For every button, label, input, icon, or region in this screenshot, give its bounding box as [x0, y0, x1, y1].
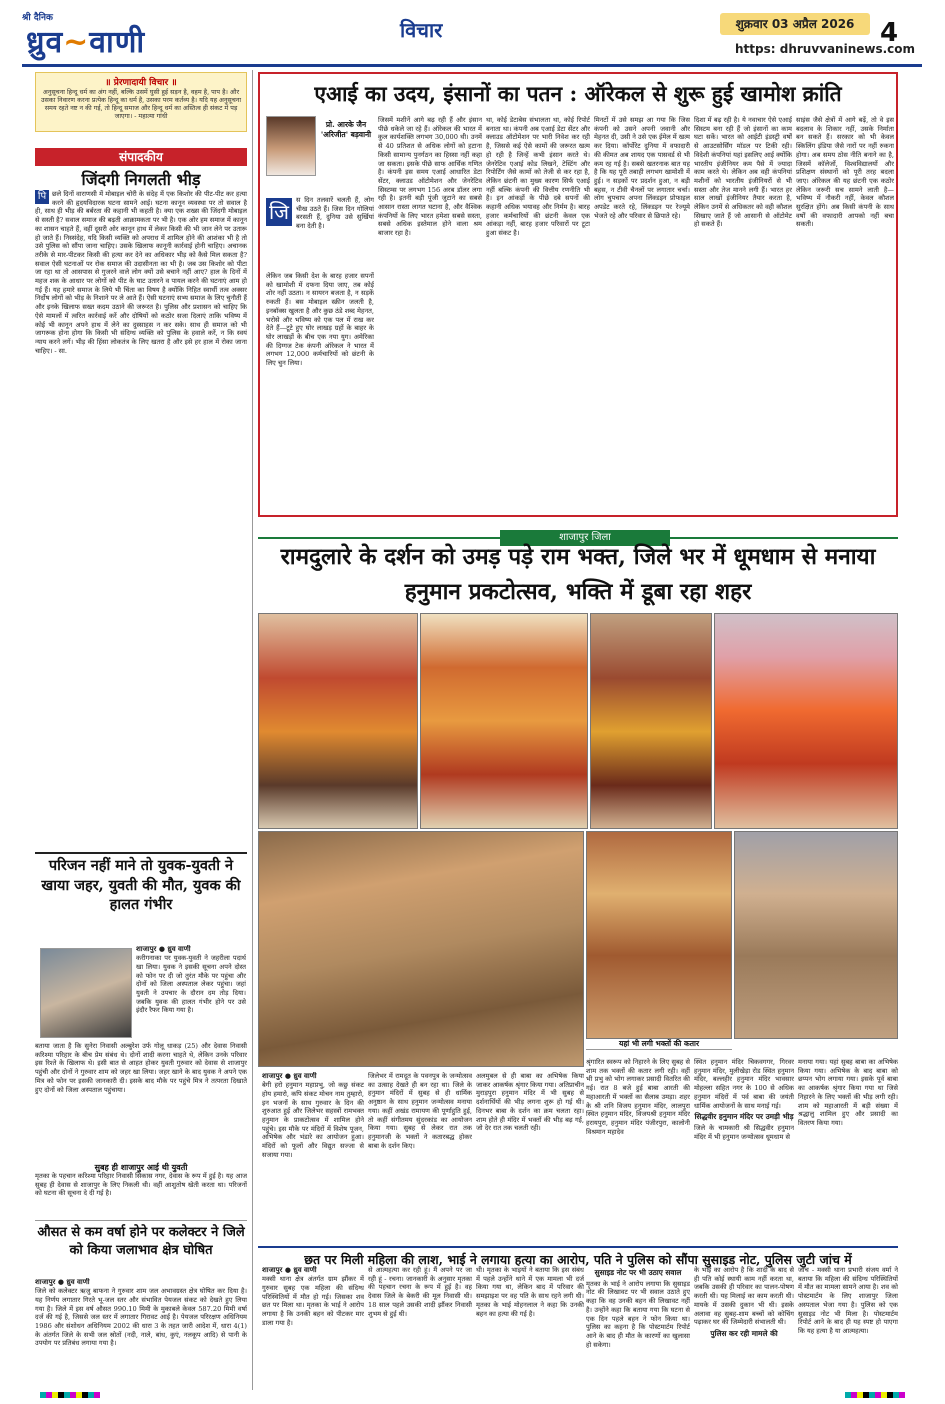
- author-name: प्रो. आरके जैन 'अरिजीत' बड़वानी: [320, 120, 372, 139]
- bottom-col-5-text: के भाई का आरोप है कि शादी के बाद से ही पति कोई स्थायी काम नहीं करता था, जबकि उसकी ही परिवार का पालन-पोषण करती थी। यह मिलाई का काम करती थी। मायके में उसकी दुकान भी थी। इसके अलावा वह सुबह-शाम बच्चों को कोचिंग पढ़ाकर घर की जिम्मेदारी संभालती थी।: [694, 1266, 794, 1327]
- oracle-dropcap: जि: [266, 198, 292, 226]
- editorial-label: संपादकीय: [35, 148, 247, 166]
- bottom-col-1: [262, 1266, 364, 1382]
- main-col-1: [262, 1072, 364, 1240]
- masthead-name-a: ध्रुव: [26, 25, 64, 60]
- section-label: विचार: [400, 18, 443, 42]
- bottom-headline: छत पर मिली महिला की लाश, भाई ने लगाया हत्या का आरोप, पति ने पुलिस को सौंपा सुसाइड नोट, पुलिस जुटी जांच में: [258, 1246, 898, 1268]
- masthead-logo: [22, 10, 172, 60]
- main-col-5-subhead: सिद्धवीर हनुमान मंदिर पर उमड़ी भीड़: [694, 1112, 794, 1122]
- author-photo: [266, 116, 316, 176]
- main-col-6: मनाया गया। यहां सुबह बाबा का अभिषेक किया गया। अभिषेक के बाद बाबा को छप्पन भोग लगाया गया। इसके पूर्व बाबा का आकर्षक श्रृंगार किया गया था जिसे निहारने के लिए भक्तों की भीड़ लगी रही। शाम को महाआरती में बड़ी संख्या में श्रद्धालु शामिल हुए और प्रसादी का वितरण किया गया।: [798, 1058, 898, 1127]
- story1-headline: परिजन नहीं माने तो युवक-युवती ने खाया जहर, युवती की मौत, युवक की हालत गंभीर: [35, 852, 247, 915]
- bottom-col-6: जांच - मक्सी थाना प्रभारी संजय वर्मा ने बताया कि महिला की संदिग्ध परिस्थितियों में मौत का मामला सामने आया है। शव को पोस्टमार्टम के लिए शाजापुर जिला अस्पताल भेजा गया है। पुलिस को एक सुसाइड नोट भी मिला है। पोस्टमार्टम रिपोर्ट आने के बाद ही यह स्पष्ट हो पाएगा कि यह हत्या है या आत्महत्या।: [798, 1266, 898, 1335]
- story2-headline: औसत से कम वर्षा होने पर कलेक्टर ने जिले को किया जलाभाव क्षेत्र घोषित: [35, 1220, 247, 1259]
- editorial-title: जिंदगी निगलती भीड़: [81, 170, 201, 189]
- oracle-col-4: मिनटों में उसे समझ आ गया कि जिस कंपनी को उसने अपनी जवानी और मेहनत दी, उसी ने उसे एक ईमेल में खत्म कर दिया। कॉर्पोरेट दुनिया में वफादारी की कीमत अब शायद एक पासवर्ड से भी कम रह गई है। सबसे खतरनाक बात यह है कि यह पूरी तबाही लगभग खामोशी में हुई। न सड़कों पर प्रदर्शन हुआ, न बड़ी बहस, न टीवी चैनलों पर लगातार चर्चा। लोग चुपचाप अपना लिंक्डइन प्रोफाइल अपडेट करते रहे, लिंक्डइन पर रेज्यूमे भेजते रहे और परिवार से छिपाते रहे।: [594, 116, 690, 220]
- oracle-headline: एआई का उदय, इंसानों का पतन : ऑरेकल से शुरू हुई खामोश क्रांति: [314, 81, 842, 106]
- temple-photo-4: [714, 613, 898, 829]
- website-link[interactable]: https: dhruvvaninews.com: [735, 42, 916, 56]
- temple-photo-1: [258, 613, 418, 829]
- main-col-2: जिलेभर में रामदूत के पवनपुत्र के जन्मोत्सव का उत्साह देखते ही बन रहा था। जिले के हनुमान मंदिरों में सुबह से ही धार्मिक अनुष्ठान के साथ हनुमान जन्मोत्सव मनाया गया। कहीं अखंड रामायण की पूर्णाहुति हुई, तो कहीं संगीतमय सुंदरकांड का आयोजन किया गया। सुबह से लेकर रात तक हनुमानजी के भक्तों ने कतारबद्ध होकर बाबा के दर्शन किए।: [368, 1072, 472, 1150]
- temple-photo-3: [590, 613, 712, 829]
- bottom-col-5: [694, 1266, 794, 1382]
- shajapur-label: शाजापुर जिला: [500, 530, 670, 546]
- bottom-col-3: थी। मृतका के भाइयों ने बताया कि इस संबंध में पहले उन्होंने थाने में एक मामला भी दर्ज किया गया था, लेकिन बाद में परिवार की समझाइश पर वह पति के साथ रहने लगी थी। मृतका के भाई मोहनलाल ने कहा कि उनकी बहन का हत्या की गई है।: [476, 1266, 584, 1318]
- bottom-col-4-subhead: सुसाइड नोट पर भी उठाए सवाल: [594, 1268, 682, 1277]
- story1-text-a: करीगनाका पर युवक-युवती ने जहरीला पदार्थ खा लिया। युवक ने इसकी सूचना अपने दोस्त को फोन पर दी जो तुरंत मौके पर पहुंचा और दोनों को जिला अस्पताल लेकर पहुंचा। जहां युवती ने उपचार के दौरान दम तोड़ दिया। जबकि युवक की हालत गंभीर होने पर उसे इंदौर रैफर किया गया है।: [136, 954, 246, 1015]
- bottom-col-5-subhead: पुलिस कर रही मामले की: [710, 1328, 778, 1338]
- masthead-small: श्री दैनिक: [22, 13, 53, 23]
- main-col-3: अलमुबल से ही बाबा का अभिषेक किया जाकर आकर्षक श्रृंगार किया गया। अतिप्राचीन मुराड़पुरा हनुमान मंदिर में भी सुबह से दर्शनार्थियों की भीड़ लगना शुरू हो गई थी। दिनभर बाबा के दर्शन का क्रम चलता रहा। शाम होते ही मंदिर में भक्तों की भीड़ बढ़ गई, जो देर रात तक चलती रही।: [476, 1072, 584, 1133]
- temple-event-photo: [734, 831, 898, 1039]
- masthead-rule: [22, 64, 922, 67]
- story1-body-b: बताया जाता है कि सुनेरा निवासी अल्बुरेश उर्फ गोलू धाकड़ (25) और देवास निवासी करिश्मा परिहार के बीच प्रेम संबंध थे। दोनों शादी करना चाहते थे, लेकिन उनके परिवार इस रिश्ते के खिलाफ थे। इसी बात से आहत होकर युवती गुरुवार को देवास से शाजापुर पहुंची और दोनों ने गुरुवार शाम को जहर खा लिया। जहर खाने के बाद युवक ने अपने एक मित्र को फोन पर इसकी जानकारी दी। इसके बाद मौके पर पहुंचे मित्र ने तत्परता दिखाते हुए दोनों को जिला अस्पताल पहुंचाया।: [35, 1042, 247, 1094]
- bottom-col-1-text: मक्सी थाना क्षेत्र अंतर्गत ग्राम झौंकर में गुरुवार सुबह एक महिला की संदिग्ध परिस्थितियों में मौत हो गई। जिसका शव छत पर मिला था। मृतका के भाई ने आरोप लगाया है कि उनकी बहन को पीटकर मार डाला गया है।: [262, 1275, 364, 1327]
- story1-photo: [40, 948, 132, 1038]
- registration-bar-left: [40, 1392, 100, 1398]
- main-byline: शाजापुर ● ध्रुव वाणी: [262, 1072, 317, 1080]
- editorial-text: छले दिनों वाराणसी में मोबाइल चोरी के संदेह में एक किशोर की पीट-पीट कर हत्या करने की हृदयविदारक घटना सामने आई। घटना कानून व्यवस्था पर तो सवाल है ही, साथ ही भीड़ की बर्बरता की कहानी भी कहती है। क्या एक शख्स की जिंदगी मोबाइल से सस्ती है? सवाल समाज की बढ़ती आक्रामकता पर भी है। एक ओर हम समाज में कानून का शासन चाहते हैं, वहीं दूसरी ओर कानून हाथ में लेकर किसी की भी जान लेने पर उतारू हो जाते हैं। निस्संदेह, यदि किसी व्यक्ति को अपराध में शामिल होने की आशंका भी है तो उसे पुलिस को सौंपा जाना चाहिए। उसके खिलाफ कानूनी कार्रवाई होनी चाहिए। अचानक तरीके से मार-पीटकर किसी की हत्या कर देने का अधिकार भीड़ को कैसे मिल सकता है? सवाल ऐसी घटनाओं पर रोक समाज की उदासीनता का भी है। जब उस किशोर को पीटा जा रहा था तो आसपास से गुजरने वाले लोग क्यों उसे बचाने नहीं आए? हाल के दिनों में महज शक के आधार पर लोगों को पीट के घाट उतारने व पायल करने की घटनाएं आम हो गई हैं। यह हमारे समाज के लिये भी चिंता का विषय है क्योंकि निहित स्वार्थी तत्व अक्सर निर्दोष लोगों को भीड़ के निशाने पर ले आते हैं। ऐसी घटनाएं सभ्य समाज के लिए चुनौती हैं और इनके खिलाफ सख्त कदम उठाने की जरूरत है। पुलिस और प्रशासन को चाहिए कि ऐसे मामलों में त्वरित कार्रवाई करें और दोषियों को कठोर सजा दिलाएं ताकि भविष्य में कोई भी कानून अपने हाथ में लेने का दुस्साहस न कर सके। साथ ही समाज को भी जागरूक होना होगा कि किसी भी संदिग्ध व्यक्ति को पुलिस के हवाले करें, न कि स्वयं न्याय करने लगें। भीड़ की हिंसा लोकतंत्र के लिए खतरा है और इसे हर हाल में रोका जाना चाहिए। - सा.: [35, 190, 247, 355]
- oracle-col-6: साइंस जैसे क्षेत्रों में आगे बढ़ें, तो वे इस बदलाव के शिकार नहीं, उसके निर्माता बन सकते हैं। सरकार को भी केवल स्किलिंग इंडिया जैसे नारों पर नहीं रुकना होगा। अब समय ठोस नीति बनाने का है, जिसमें कॉलेजों, विश्वविद्यालयों और प्रशिक्षण संस्थानों को पूरी तरह बदला जाए। ऑरेकल की यह छंटनी एक कठोर लेकिन जरूरी सच सामने लाती है—भविष्य में नौकरी नहीं, केवल कौशल सुरक्षित होंगे। अब किसी कंपनी के साथ वर्षों की वफादारी आपको नहीं बचा सकती।: [796, 116, 894, 229]
- devotees-photo: [586, 831, 732, 1039]
- story1-byline: शाजापुर ● ध्रुव वाणी: [136, 945, 191, 953]
- editorial-dropcap: पि: [35, 190, 49, 204]
- story2-body: [35, 1278, 247, 1382]
- column-divider: [252, 70, 253, 1390]
- masthead-name-sep: ~: [63, 25, 90, 60]
- bottom-col-4: [586, 1266, 690, 1382]
- main-col-5b-text: जिले के चामकारी श्री सिद्धवीर हनुमान मंदिर में भी हनुमान जन्मोत्सव धूमधाम से: [694, 1123, 794, 1141]
- story1-subhead: सुबह ही शाजापुर आई थी युवती: [94, 1162, 188, 1172]
- main-headline: रामदुलारे के दर्शन को उमड़ पड़े राम भक्त, जिले भर में धूमधाम से मनाया हनुमान प्रकटोत्सव, भक्ति में डूबा रहा शहर: [280, 544, 876, 605]
- story2-text: जिले को कलेक्टर ऋजु बाफना ने गुरुवार शाम जल अभावग्रस्त क्षेत्र घोषित कर दिया है। यह निर्णय लगातार गिरते भू-जल स्तर और संभावित पेयजल संकट को देखते हुए लिया गया है। जिले में इस वर्ष औसत 990.10 मिमी के मुकाबले केवल 587.20 मिमी वर्षा दर्ज की गई है, जिससे जल स्तर में लगातार गिरावट आई है। पेयजल परिरक्षण अधिनियम 1986 और संशोधन अधिनियम 2002 की धारा 3 के तहत जारी आदेश में, धारा 4(1) के अंतर्गत जिले के सभी जल स्रोतों (नदी, नाले, बांध, कुएं, नलकूप आदि) से पानी के उपयोग पर प्रतिबंध लगाया गया है।: [35, 1287, 247, 1348]
- quote-text: अनुसूचना हिन्दू धर्म का अंग नहीं, बल्कि उसमें घुसी हुई सड़न है, वहम है, पाप है। और उसका निवारण करना प्रत्येक हिन्दू का धर्म है, उसका परम कर्तव्य है। यदि यह अनुसूचना समय रहते नष्ट न की गई, तो हिन्दू समाज और हिन्दू धर्म का अस्तित्व ही संकट में पड़ जाएगा। - महात्मा गांधी: [40, 88, 242, 120]
- photo-caption: यहां भी लगी भक्तों की कतार: [586, 1039, 732, 1050]
- oracle-col-1: स दिन तलवारें चलती हैं, लोग चीख उठते हैं। जिस दिन गोलियां बरसती हैं, दुनिया उसे सुर्खियां बना देती है।: [296, 196, 374, 231]
- bottom-col-2: से आत्महत्या कर रही हूं। मैं अपने पर जा रही हूं - रचना। जानकारी के अनुसार मृतका की पहचान रचना के रूप में हुई है। वह देवास जिले के बेकरी की मूल निवासी थी। 18 साल पहले उसकी शादी झौंकर निवासी शुभम से हुई थी।: [368, 1266, 472, 1318]
- main-col-1-text: बेगी हरो हनुमान महाप्रभु, जो कछु संकट होय हमारो, कपि संकट मोचन नाम तुम्हारो, इन भजनों के साथ गुरुवार के दिन की शुरुआत हुई और जिलेभर सहस्त्रों रामभक्त हनुमान के प्राकटोत्सव में शामिल होने पहुंचे। इस मौके पर मंदिरों में विशेष पूजन, अभिषेक और भंडारे का आयोजन हुआ। मंदिरों को फूलों और विद्युत सज्जा से सजाया गया।: [262, 1081, 364, 1159]
- registration-bar-right: [845, 1392, 905, 1398]
- editorial-body: [35, 190, 247, 835]
- main-col-5-text: स्थित हनुमान मंदिर चिकवगगर, गिरवर हनुमान मंदिर, मुलीखेड़ा रोड स्थित हनुमान मंदिर, बल्लहीर हनुमान मंदिर भावसार मोहल्ला सहित नगर के 100 से अधिक हनुमान मंदिरों में पर्व बाबा की जयंती धार्मिक आयोजनों के साथ मनाई गई।: [694, 1058, 794, 1110]
- page-number: 4: [880, 18, 899, 48]
- bottom-byline: शाजापुर ● ध्रुव वाणी: [262, 1266, 317, 1274]
- story1-body-a: [136, 945, 246, 1040]
- oracle-col-3: था, कोई डेटाबेस संभालता था, कोई रिपोर्ट बनाता था। कंपनी अब एआई डेटा सेंटर और क्लाउड ऑटोमेशन पर भारी निवेश कर रही है, जिससे कई ऐसे कामों की जरूरत खत्म हो रही है जिन्हें कभी इंसान करते थे। जेनरेटिव एआई कोड लिखने, टेस्टिंग और रिपोर्टिंग जैसे कामों को तेजी से कर रहा है, लेकिन छंटनी का मुख्य कारण सिर्फ एआई नहीं बल्कि कंपनी की वित्तीय रणनीति भी है। इन आंकड़ों के पीछे दबे सपनों की कहानी अधिक भयावह और निर्मम है। बारह हजार कर्मचारियों की छंटनी केवल एक आंकड़ा नहीं, बारह हजार परिवारों पर टूटा हुआ संकट है।: [486, 116, 590, 238]
- story1-body-c: मृतका के पहचान करिश्मा परिहार निवासी सिकास नगर, देवास के रूप में हुई है। यह आज सुबह ही देवास से शाजापुर के लिए निकली थी। वहीं आशुतोष खेती करता था। परिजनों को घटना की सूचना दे दी गई है।: [35, 1172, 247, 1198]
- main-col-4: श्रृंगारित स्वरूप को निहारने के लिए सुबह से शाम तक भक्तों की कतार लगी रही। वहीं भी प्रभु को भोग लगाकर प्रसादी वितरित की गई। रात 8 बजे हुई बाबा आरती की महाआरती में भक्तों का सैलाब उमड़ा। शहर के श्री शनि विजय हनुमान मंदिर, लालपुरा स्थित हनुमान मंदिर, विजयश्री हनुमान मंदिर हरायपुरा, हनुमान मंदिर पंजीरपुरा, कालोनी विश्रमान महादेव: [586, 1058, 690, 1136]
- date-box: शुक्रवार 03 अप्रैल 2026: [720, 13, 870, 35]
- masthead-name: [26, 20, 145, 61]
- oracle-col-5: दिशा में बढ़ रही है। ये नवाचार ऐसे एआई सिस्टम बना रही हैं जो इंसानों का काम घटा सकें। भारत को आईटी इंडस्ट्री वर्षों से आउटसोर्सिंग मॉडल पर टिकी रही। विदेशी कंपनियां यहां इसलिए आई क्योंकि भारतीय इंजीनियर कम पैसे में ज्यादा काम करते थे। लेकिन अब वही कंपनियां मशीनों को भारतीय इंजीनियरों से भी सस्ता और तेज मानने लगी हैं। भारत हर साल लाखों इंजीनियर तैयार करता है, लेकिन उनमें से अधिकतर को वही कौशल सिखाए जाते हैं जो आसानी से ऑटोमेट हो सकते हैं।: [694, 116, 792, 229]
- main-col-5: [694, 1058, 794, 1240]
- quote-box: [35, 72, 247, 132]
- quote-heading: ॥ प्रेरणादायी विचार ॥: [105, 78, 177, 88]
- oracle-col-1b: लेकिन जब किसी देश के बारह हजार सपनों को खामोशी में दफना दिया जाए, तब कोई शोर नहीं उठता। न सायरन बजता है, न सड़कें रुकती हैं। बस मोबाइल स्क्रीन जलती है, इनबॉक्स खुलता है और कुछ ठंडे शब्द मेहनत, भरोसे और भविष्य को एक पल में राख कर देते हैं—टूटे हुए घोर लाखड़ ग्रहों के बाहर के घोर लाखड़ों के बीच एक नया युग। अमेरिका की दिग्गज टेक कंपनी ऑरेकल ने भारत में लगभग 12,000 कर्मचारियों को छंटनी के लिए चुन लिया।: [266, 272, 374, 368]
- crowd-photo: [258, 831, 584, 1067]
- oracle-col-2: जिसमें मशीनें आगे बढ़ रही हैं और इंसान पीछे धकेले जा रहे हैं। ऑरेकल की भारत में कुल कार्यशक्ति लगभग 30,000 थी। उनमें से 40 प्रतिशत से अधिक लोगों को हटाना किसी सामान्य पुनर्गठन का हिस्सा नहीं कहा जा सकता। इसके पीछे साफ आर्थिक गणित है। कंपनी इस समय एआई आधारित डेटा सेंटर, क्लाउड ऑटोमेशन और जेनरेटिव सिस्टम्स पर लगभग 156 अरब डॉलर लगा रही है। इतनी बड़ी पूंजी जुटाने का सबसे आसान रास्ता लागत घटाना है, और वैश्विक कंपनियों के लिए भारत हमेशा सबसे सस्ता, सबसे अधिक इस्तेमाल होने वाला श्रम बाजार रहा है।: [378, 116, 482, 238]
- masthead-name-b: वाणी: [89, 25, 146, 60]
- story2-byline: शाजापुर ● ध्रुव वाणी: [35, 1278, 90, 1286]
- bottom-col-4-text: मृतका के भाई ने आरोप लगाया कि सुसाइड नोट की लिखावट पर भी सवाल उठाते हुए कहा कि वह उनकी बहन की लिखावट नहीं है। उन्होंने कहा कि बताया गया कि घटना से एक दिन पहले बहन ने फोन किया था। पुलिस का कहना है कि पोस्टमार्टम रिपोर्ट आने के बाद ही मौत के कारणों का खुलासा हो सकेगा।: [586, 1279, 690, 1349]
- temple-photo-2: [420, 613, 588, 829]
